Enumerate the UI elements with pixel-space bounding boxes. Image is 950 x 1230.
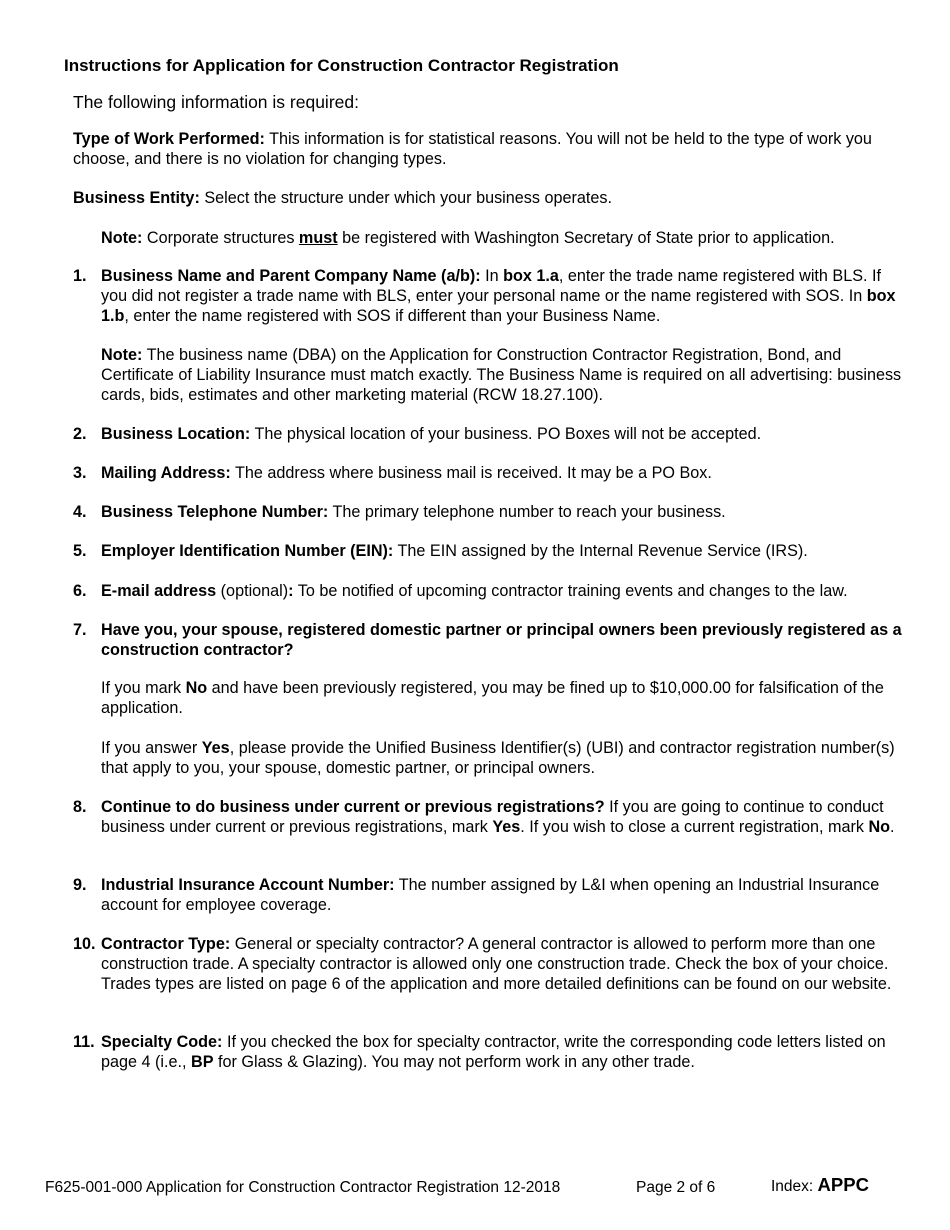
item-8-text: . If you wish to close a current registration, mark xyxy=(520,818,869,836)
item-6-text: To be notified of upcoming contractor training events and changes to the law. xyxy=(293,582,848,600)
list-item-9 xyxy=(73,875,903,915)
footer-index xyxy=(771,1175,869,1197)
list-item-5 xyxy=(73,541,903,561)
type-of-work-paragraph xyxy=(73,129,903,169)
list-item-6 xyxy=(73,581,903,601)
item-1-text: , enter the trade name registered with BLS. If you did not register a trade name with BLS, enter your personal name or the name registered with SOS. In xyxy=(101,267,882,305)
item-10-label: Contractor Type: xyxy=(101,935,231,953)
item-number: 8. xyxy=(73,798,87,816)
type-of-work-text: This information is for statistical reasons. You will not be held to the type of work you choose, and there is no violation for changing types. xyxy=(73,130,872,168)
list-item-2 xyxy=(73,424,903,444)
entity-note-label: Note: xyxy=(101,229,143,247)
item-9-text: The number assigned by L&I when opening an Industrial Insurance account for employee coverage. xyxy=(101,876,880,914)
intro-text: The following information is required: xyxy=(73,92,359,112)
entity-note xyxy=(101,228,901,248)
item-6-label: E-mail address xyxy=(101,582,217,600)
item-7-yes: Yes xyxy=(201,739,230,757)
item-number: 9. xyxy=(73,876,87,894)
item-2-text: The physical location of your business. PO Boxes will not be accepted. xyxy=(250,425,762,443)
business-entity-text: Select the structure under which your business operates. xyxy=(199,189,612,207)
item-3-label: Mailing Address: xyxy=(101,464,231,482)
footer-index-label: Index: xyxy=(771,1178,818,1195)
item-5-label: Employer Identification Number (EIN): xyxy=(101,542,394,560)
list-item-3 xyxy=(73,463,903,483)
list-item-1 xyxy=(73,266,903,326)
type-of-work-label: Type of Work Performed: xyxy=(73,130,265,148)
item-1-label: Business Name and Parent Company Name (a/b): xyxy=(101,267,481,285)
item-1-box-b: box 1.b xyxy=(101,287,896,325)
item-3-text: The address where business mail is received. It may be a PO Box. xyxy=(230,464,712,482)
item-1-text: In xyxy=(480,267,504,285)
item-number: 4. xyxy=(73,503,87,521)
item-2-label: Business Location: xyxy=(101,425,251,443)
item-number: 7. xyxy=(73,621,87,639)
item-8-text: . xyxy=(890,818,895,836)
item-number: 5. xyxy=(73,542,87,560)
list-item-10 xyxy=(73,934,903,994)
item-8-label: Continue to do business under current or previous registrations? xyxy=(101,798,605,816)
item-11-text: for Glass & Glazing). You may not perform work in any other trade. xyxy=(213,1053,695,1071)
item-number: 3. xyxy=(73,464,87,482)
footer-form-id: F625-001-000 Application for Construction Contractor Registration 12-2018 xyxy=(45,1179,561,1196)
business-entity-label: Business Entity: xyxy=(73,189,200,207)
item-5-text: The EIN assigned by the Internal Revenue Service (IRS). xyxy=(393,542,808,560)
item-6-optional: (optional) xyxy=(216,582,289,600)
list-item-8 xyxy=(73,797,903,837)
item-number: 10. xyxy=(73,935,96,953)
item-7-text: and have been previously registered, you may be fined up to $10,000.00 for falsification of the application. xyxy=(101,679,884,717)
item-8-yes: Yes xyxy=(492,818,521,836)
item-number: 1. xyxy=(73,267,87,285)
item-number: 11. xyxy=(73,1033,95,1051)
footer-index-value: APPC xyxy=(817,1174,869,1195)
entity-note-text-a: Corporate structures xyxy=(142,229,299,247)
list-item-4 xyxy=(73,502,903,522)
item-4-text: The primary telephone number to reach your business. xyxy=(328,503,726,521)
item-8-no: No xyxy=(868,818,891,836)
item-7-no: No xyxy=(185,679,208,697)
document-title: Instructions for Application for Construction Contractor Registration xyxy=(64,56,619,75)
item-11-code-example: BP xyxy=(191,1053,214,1071)
item-1-note-text: The business name (DBA) on the Application for Construction Contractor Registration, Bond, and Certificate of Liability Insurance must match exactly. The Business Name is required on all advertising: business cards, bids, estimates and other marketing material (RCW 18.27.100). xyxy=(101,346,902,404)
item-7-text: If you answer xyxy=(101,739,202,757)
item-number: 2. xyxy=(73,425,87,443)
business-entity-paragraph xyxy=(73,188,903,208)
item-1-box-a: box 1.a xyxy=(503,267,559,285)
item-7-text: , please provide the Unified Business Identifier(s) (UBI) and contractor registration number(s) that apply to you, your spouse, domestic partner, or principal owners. xyxy=(101,739,895,777)
item-9-label: Industrial Insurance Account Number: xyxy=(101,876,395,894)
item-4-label: Business Telephone Number: xyxy=(101,503,329,521)
item-number: 6. xyxy=(73,582,87,600)
entity-note-text-b: be registered with Washington Secretary of State prior to application. xyxy=(337,229,835,247)
item-11-label: Specialty Code: xyxy=(101,1033,223,1051)
item-7-paragraph-no xyxy=(101,678,906,718)
item-8-text: If you are going to continue to conduct business under current or previous registrations, mark xyxy=(101,798,884,836)
entity-note-emphasis: must xyxy=(298,229,338,247)
item-7-question: Have you, your spouse, registered domestic partner or principal owners been previously registered as a construction contractor? xyxy=(101,621,902,659)
item-7-paragraph-yes xyxy=(101,738,906,778)
item-6-colon: : xyxy=(288,582,294,600)
list-item-7 xyxy=(73,620,903,660)
footer-page-number: Page 2 of 6 xyxy=(636,1179,716,1196)
item-10-text: General or specialty contractor? A general contractor is allowed to perform more than one construction trade. A specialty contractor is allowed only one construction trade. Check the box of your choice. Trades types are listed on page 6 of the application and more detailed definitions can be found on our website. xyxy=(101,935,892,993)
item-1-text: , enter the name registered with SOS if different than your Business Name. xyxy=(124,307,661,325)
item-7-text: If you mark xyxy=(101,679,186,697)
item-1-note-label: Note: xyxy=(101,346,143,364)
item-1-note xyxy=(101,345,906,405)
item-11-text: If you checked the box for specialty contractor, write the corresponding code letters listed on page 4 (i.e., xyxy=(101,1033,886,1071)
list-item-11 xyxy=(73,1032,903,1072)
